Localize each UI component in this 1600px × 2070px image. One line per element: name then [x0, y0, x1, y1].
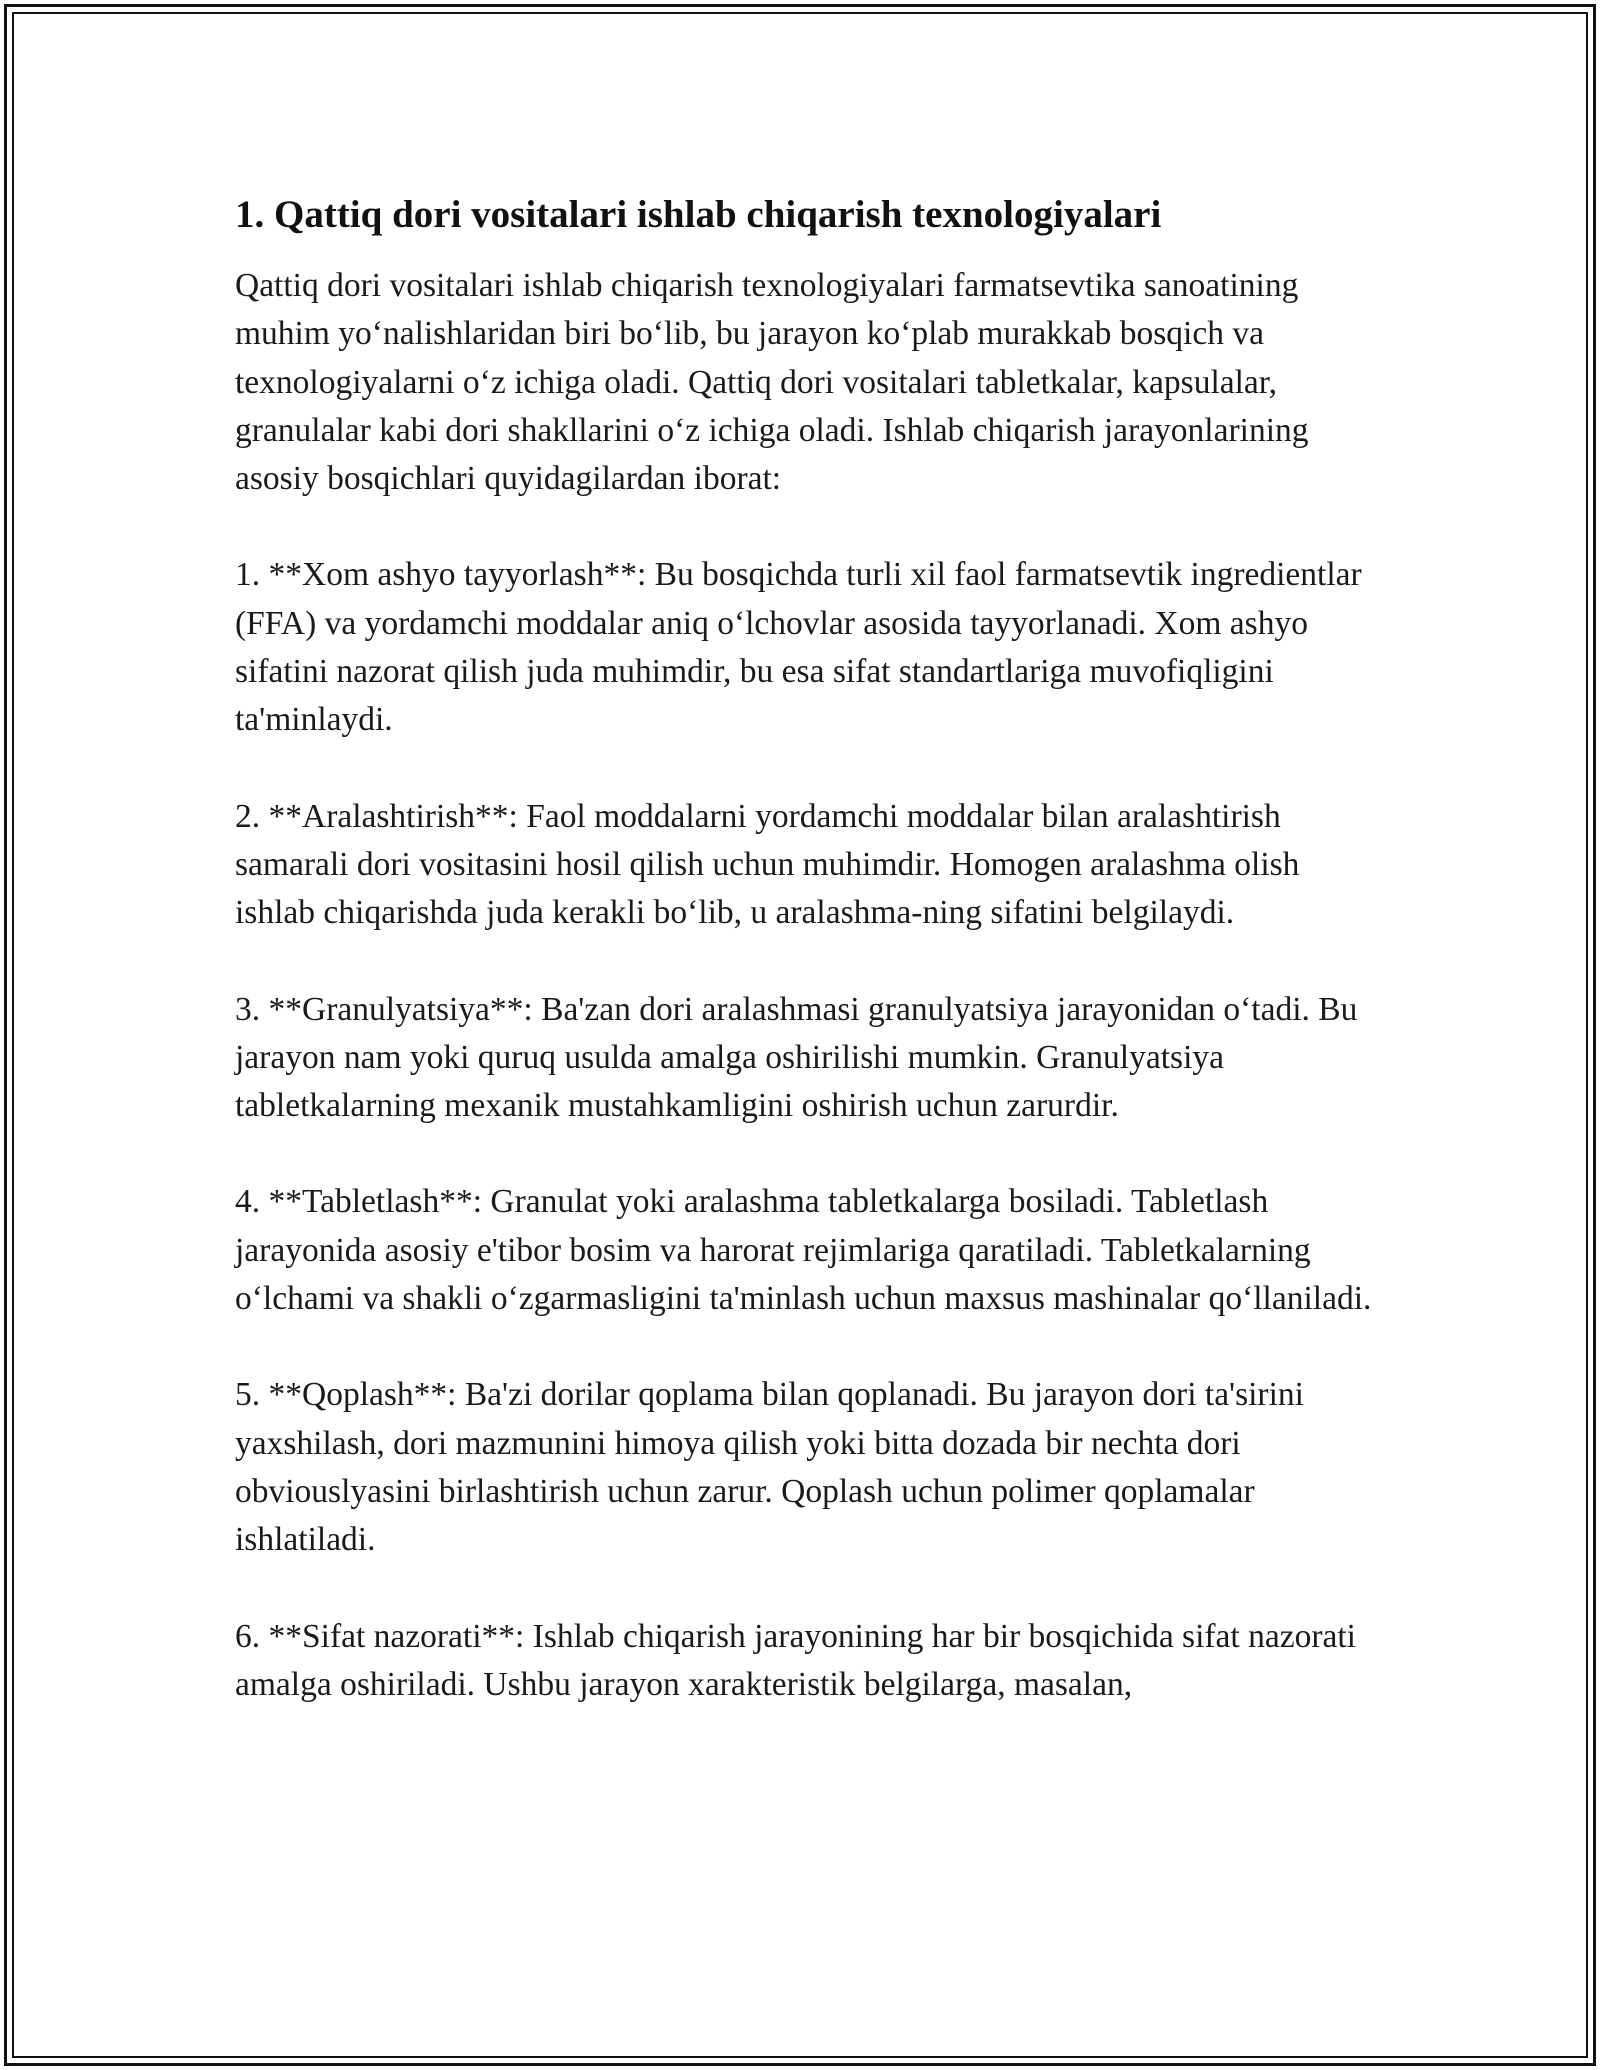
document-page	[235, 190, 1385, 1757]
step-tableting-paragraph: 4. **Tabletlash**: Granulat yoki aralashma tabletkalarga bosiladi. Tabletlash jarayonida asosiy e'tibor bosim va harorat rejimlariga qaratiladi. Tabletkalarning o‘lchami va shakli o‘zgarmasligini ta'minlash uchun maxsus mashinalar qo‘llaniladi.	[235, 1183, 1372, 1318]
step-coating-paragraph: 5. **Qoplash**: Ba'zi dorilar qoplama bilan qoplanadi. Bu jarayon dori ta'sirini yaxshilash, dori mazmunini himoya qilish yoki bitta dozada bir nechta dori obviouslyasini birlashtirish uchun zarur. Qoplash uchun polimer qoplamalar ishlatiladi.	[235, 1376, 1304, 1559]
step-granulation-paragraph: 3. **Granulyatsiya**: Ba'zan dori aralashmasi granulyatsiya jarayonidan o‘tadi. Bu jarayon nam yoki quruq usulda amalga oshirilishi mumkin. Granulyatsiya tabletkalarning mexanik mustahkamligini oshirish uchun zarurdir.	[235, 990, 1358, 1125]
section-title: 1. Qattiq dori vositalari ishlab chiqarish texnologiyalari	[235, 193, 1162, 236]
step-quality-control-paragraph: 6. **Sifat nazorati**: Ishlab chiqarish jarayonining har bir bosqichida sifat nazorati amalga oshiriladi. Ushbu jarayon xarakteristik belgilarga, masalan,	[235, 1617, 1356, 1703]
intro-paragraph: Qattiq dori vositalari ishlab chiqarish texnologiyalari farmatsevtika sanoatining muhim yo‘nalishlaridan biri bo‘lib, bu jarayon ko‘plab murakkab bosqich va texnologiyalarni o‘z ichiga oladi. Qattiq dori vositalari tabletkalar, kapsulalar, granulalar kabi dori shakllarini o‘z ichiga oladi. Ishlab chiqarish jarayonlarining asosiy bosqichlari quyidagilardan iborat:	[235, 267, 1309, 498]
step-mixing-paragraph: 2. **Aralashtirish**: Faol moddalarni yordamchi moddalar bilan aralashtirish samarali dori vositasini hosil qilish uchun muhimdir. Homogen aralashma olish ishlab chiqarishda juda kerakli bo‘lib, u aralashma-ning sifatini belgilaydi.	[235, 797, 1300, 932]
step-raw-material-paragraph: 1. **Xom ashyo tayyorlash**: Bu bosqichda turli xil faol farmatsevtik ingredientlar (FFA) va yordamchi moddalar aniq o‘lchovlar asosida tayyorlanadi. Xom ashyo sifatini nazorat qilish juda muhimdir, bu esa sifat standartlariga muvofiqligini ta'minlaydi.	[235, 556, 1362, 739]
